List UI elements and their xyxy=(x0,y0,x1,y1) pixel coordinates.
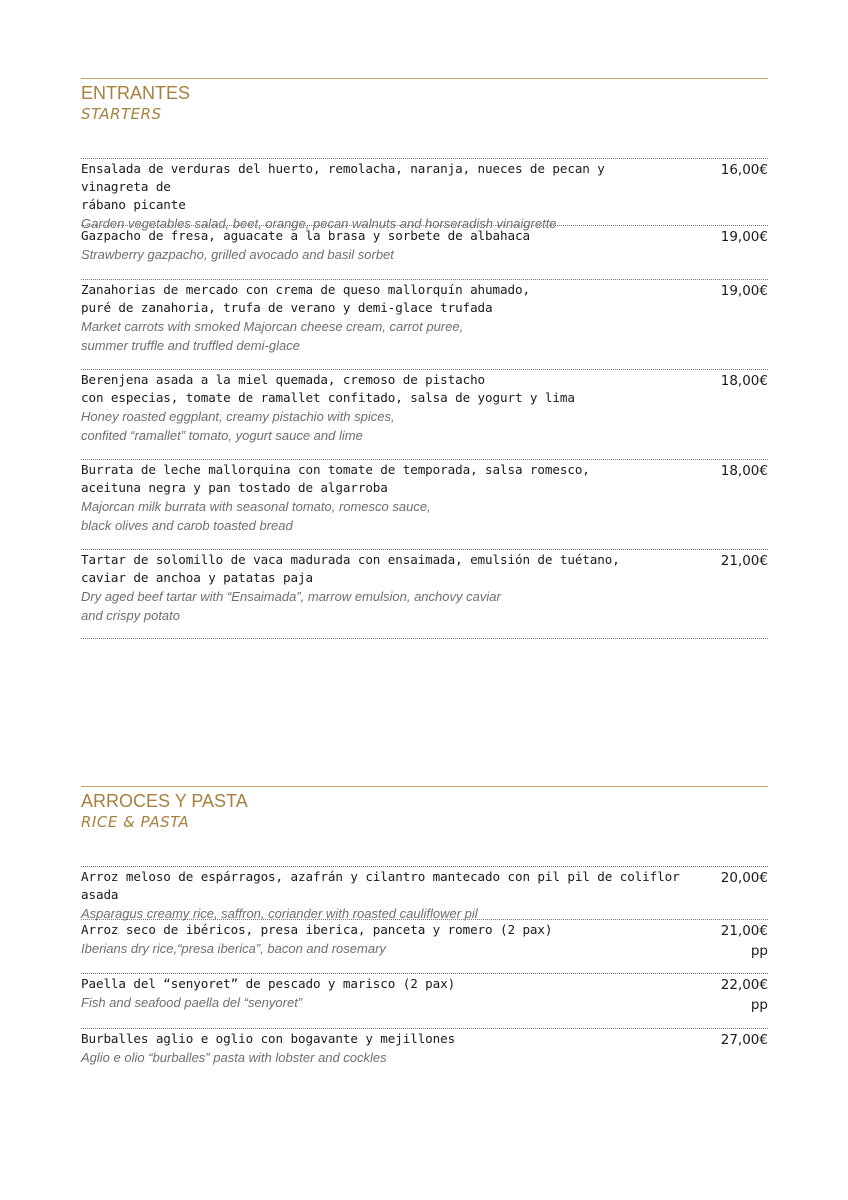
section-top-rule xyxy=(81,786,768,787)
menu-item xyxy=(81,919,768,973)
menu-item xyxy=(81,549,768,639)
item-name-es: Arroz meloso de espárragos, azafrán y cilantro mantecado con pil pil de coliflor asada xyxy=(81,869,680,902)
item-name-es: Gazpacho de fresa, aguacate a la brasa y sorbete de albahaca xyxy=(81,228,530,243)
item-name-en: Dry aged beef tartar with “Ensaimada”, marrow emulsion, anchovy caviar and crispy potato xyxy=(81,589,501,623)
item-price: 18,00€ xyxy=(720,373,768,389)
item-name-en: Garden vegetables salad, beet, orange, pecan walnuts and horseradish vinaigrette xyxy=(81,216,557,231)
item-price: 20,00€ xyxy=(720,870,768,886)
menu-item xyxy=(81,973,768,1028)
starters-section xyxy=(81,78,768,623)
item-name-es: Burballes aglio e oglio con bogavante y mejillones xyxy=(81,1031,456,1046)
item-name-en: Market carrots with smoked Majorcan cheese cream, carrot puree, summer truffle and truffled demi-glace xyxy=(81,319,464,353)
item-price: 21,00€ pp xyxy=(720,923,768,959)
item-name-es: Tartar de solomillo de vaca madurada con ensaimada, emulsión de tuétano, caviar de anchoa y patatas paja xyxy=(81,552,620,585)
item-price: 18,00€ xyxy=(720,463,768,479)
item-name-en: Fish and seafood paella del “senyoret” xyxy=(81,995,303,1010)
item-name-en: Honey roasted eggplant, creamy pistachio with spices, confited “ramallet” tomato, yogurt sauce and lime xyxy=(81,409,395,443)
item-price: 16,00€ xyxy=(720,162,768,178)
menu-item xyxy=(81,225,768,279)
item-name-en: Aglio e olio “burballes” pasta with lobster and cockles xyxy=(81,1050,387,1065)
item-price: 19,00€ xyxy=(720,229,768,245)
item-price: 27,00€ xyxy=(720,1032,768,1048)
section-title: ENTRANTES xyxy=(81,83,191,103)
item-name-es: Burrata de leche mallorquina con tomate de temporada, salsa romesco, aceituna negra y pan tostado de algarroba xyxy=(81,462,590,495)
menu-item xyxy=(81,279,768,369)
item-name-en: Iberians dry rice,“presa iberica”, bacon and rosemary xyxy=(81,941,386,956)
rice-pasta-section xyxy=(81,786,768,1065)
item-name-es: Arroz seco de ibéricos, presa iberica, panceta y romero (2 pax) xyxy=(81,922,553,937)
item-name-es: Ensalada de verduras del huerto, remolacha, naranja, nueces de pecan y vinagreta de rábano picante xyxy=(81,161,605,212)
item-name-es: Paella del “senyoret” de pescado y marisco (2 pax) xyxy=(81,976,456,991)
item-name-en: Strawberry gazpacho, grilled avocado and basil sorbet xyxy=(81,247,394,262)
menu-item xyxy=(81,158,768,231)
section-subtitle: STARTERS xyxy=(81,105,162,123)
item-name-es: Berenjena asada a la miel quemada, cremoso de pistacho con especias, tomate de ramallet confitado, salsa de yogurt y lima xyxy=(81,372,575,405)
section-top-rule xyxy=(81,78,768,79)
item-price: 19,00€ xyxy=(720,283,768,299)
item-name-es: Zanahorias de mercado con crema de queso mallorquín ahumado, puré de zanahoria, trufa de verano y demi-glace trufada xyxy=(81,282,530,315)
section-title: ARROCES Y PASTA xyxy=(81,791,248,811)
menu-item xyxy=(81,369,768,459)
section-subtitle: RICE & PASTA xyxy=(81,813,190,831)
menu-item xyxy=(81,1028,768,1073)
item-price: 21,00€ xyxy=(720,553,768,569)
item-price: 22,00€ pp xyxy=(720,977,768,1013)
item-name-en: Majorcan milk burrata with seasonal tomato, romesco sauce, black olives and carob toasted bread xyxy=(81,499,431,533)
menu-item xyxy=(81,866,768,919)
item-name-en: Asparagus creamy rice, saffron, coriander with roasted cauliflower pil xyxy=(81,906,478,921)
menu-item xyxy=(81,459,768,549)
